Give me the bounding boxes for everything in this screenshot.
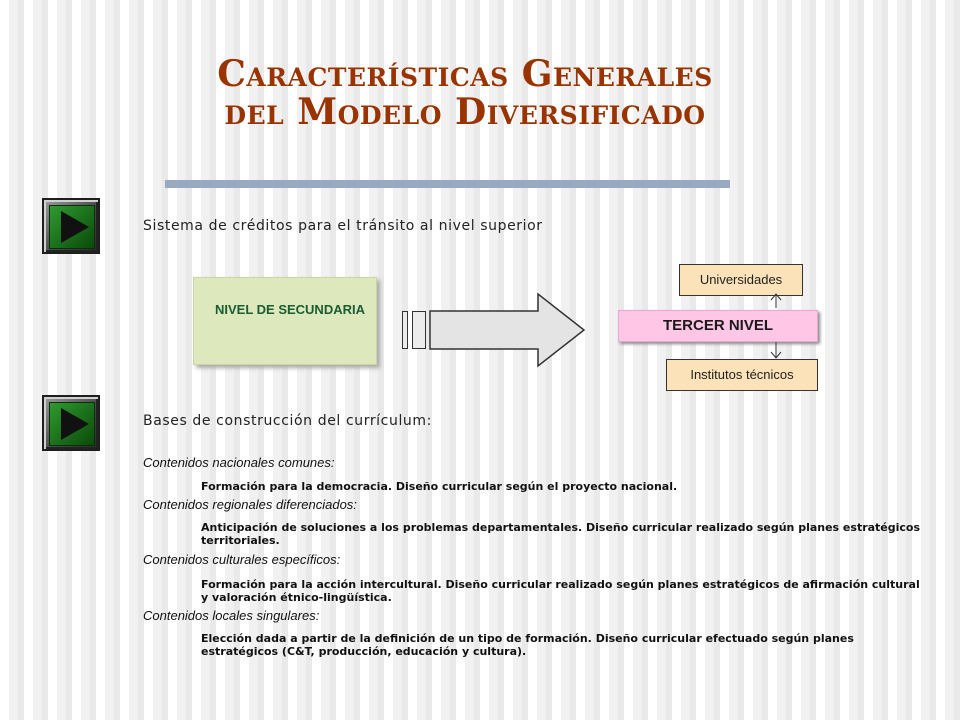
tercer-nivel-label: TERCER NIVEL bbox=[662, 317, 773, 334]
title-line-2: del Modelo Diversificado bbox=[224, 91, 706, 133]
right-arrow-icon bbox=[428, 292, 588, 368]
nivel-secundaria-box bbox=[193, 277, 377, 365]
play-button-2[interactable] bbox=[42, 395, 100, 451]
description-culturales: Formación para la acción intercultural. Diseño curricular realizado según planes estratégicos de afirmación cultural y valoración étnico-lingüística. bbox=[201, 578, 920, 604]
nivel-secundaria-label: NIVEL DE SECUNDARIA bbox=[214, 302, 365, 317]
institutos-box bbox=[666, 359, 818, 391]
institutos-label: Institutos técnicos bbox=[690, 367, 794, 382]
category-locales: Contenidos locales singulares: bbox=[143, 608, 320, 623]
description-regionales: Anticipación de soluciones a los problemas departamentales. Diseño curricular realizado según planes estratégicos territoriales. bbox=[201, 521, 921, 547]
curriculum-heading: Bases de construcción del currículum: bbox=[143, 413, 432, 429]
credits-text: Sistema de créditos para el tránsito al nivel superior bbox=[143, 218, 543, 234]
page-title bbox=[120, 55, 810, 131]
category-nacionales: Contenidos nacionales comunes: bbox=[143, 455, 335, 470]
play-icon bbox=[49, 402, 95, 446]
category-culturales: Contenidos culturales específicos: bbox=[143, 552, 341, 567]
play-icon bbox=[49, 205, 95, 249]
tercer-nivel-box bbox=[618, 310, 818, 342]
play-button-1[interactable] bbox=[42, 198, 100, 254]
universidades-label: Universidades bbox=[699, 272, 783, 287]
title-line-1: Características Generales bbox=[217, 53, 713, 95]
description-locales: Elección dada a partir de la definición de un tipo de formación. Diseño curricular efectuado según planes estratégicos (C&T, producción, educación y cultura). bbox=[201, 632, 854, 658]
title-divider bbox=[165, 180, 730, 188]
arrow-tail-bar-2 bbox=[412, 311, 426, 349]
category-regionales: Contenidos regionales diferenciados: bbox=[143, 497, 357, 512]
connector-arrows bbox=[766, 292, 786, 362]
description-nacionales: Formación para la democracia. Diseño curricular según el proyecto nacional. bbox=[201, 480, 678, 493]
arrow-tail-bar-1 bbox=[402, 311, 408, 349]
